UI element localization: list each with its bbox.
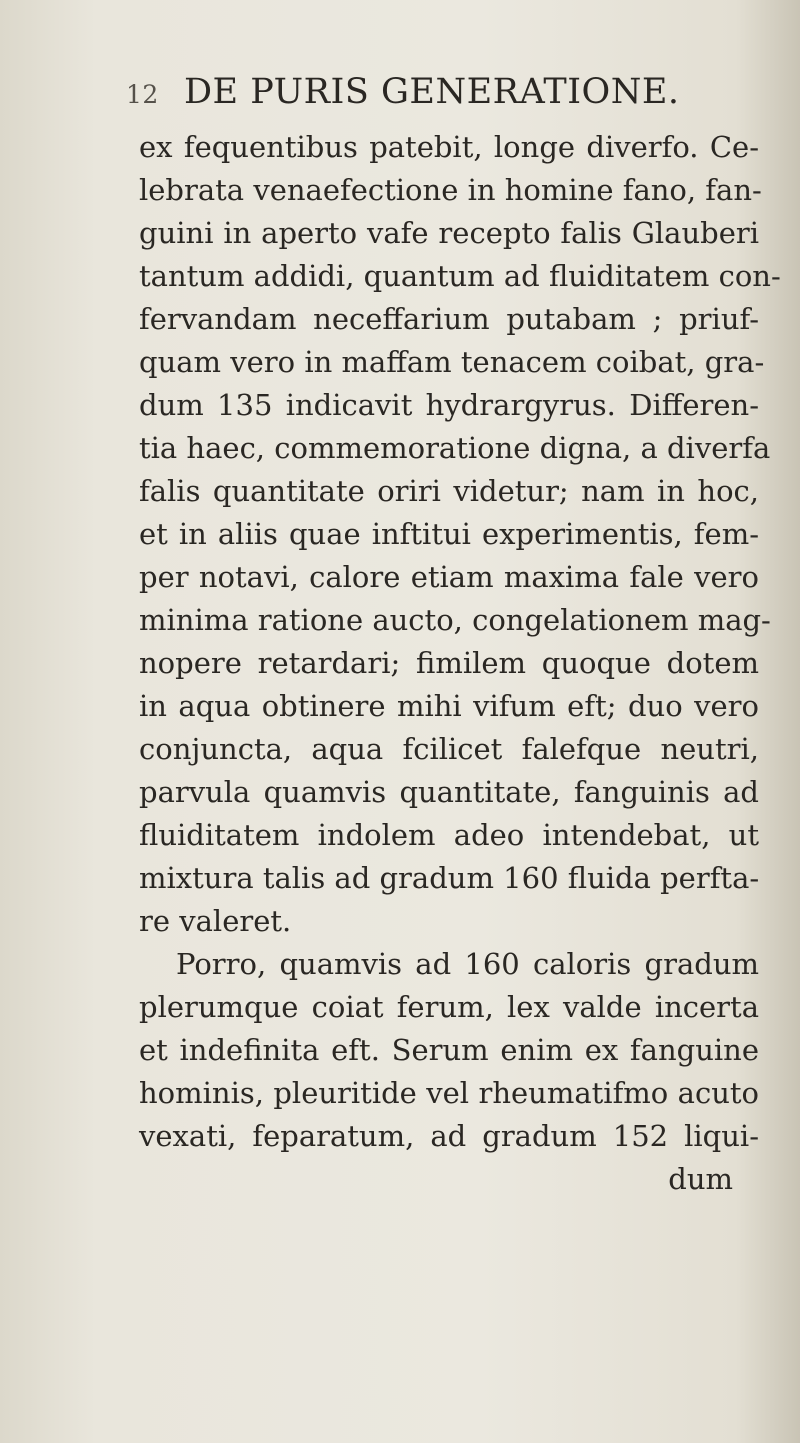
text-line: dum 135 indicavit hydrargyrus. Differen-	[139, 388, 759, 422]
text-line: falis quantitate oriri videtur; nam in hoc,	[139, 474, 759, 508]
page-number: 12	[126, 80, 159, 109]
text-line: mixtura talis ad gradum 160 fluida perfta-	[139, 861, 760, 895]
catchword: dum	[668, 1162, 733, 1196]
page-header	[126, 72, 746, 112]
body-text	[139, 126, 781, 1201]
text-line: et in aliis quae inftitui experimentis, fem-	[139, 517, 759, 551]
text-line: guini in aperto vafe recepto falis Glauberi	[139, 216, 759, 250]
text-line: conjuncta, aqua fcilicet falefque neutri,	[139, 732, 759, 766]
running-title: DE PURIS GENERATIONE.	[184, 72, 680, 112]
text-line: Porro, quamvis ad 160 caloris gradum	[176, 947, 759, 981]
text-line: fervandam neceffarium putabam ; priuf-	[139, 302, 759, 336]
text-line: parvula quamvis quantitate, fanguinis ad	[139, 775, 759, 809]
text-line: plerumque coiat ferum, lex valde incerta	[139, 990, 759, 1024]
text-line: per notavi, calore etiam maxima fale vero	[139, 560, 759, 594]
text-line: minima ratione aucto, congelationem mag-	[139, 603, 771, 637]
text-line: nopere retardari; fimilem quoque dotem	[139, 646, 759, 680]
text-line: quam vero in maffam tenacem coibat, gra-	[139, 345, 765, 379]
text-line: ex fequentibus patebit, longe diverfo. Ce-	[139, 130, 759, 164]
text-line: in aqua obtinere mihi vifum eft; duo vero	[139, 689, 759, 723]
text-line: tantum addidi, quantum ad fluiditatem con-	[139, 259, 781, 293]
text-line: fluiditatem indolem adeo intendebat, ut	[139, 818, 759, 852]
text-line: lebrata venaefectione in homine fano, fan-	[139, 173, 762, 207]
text-line: et indefinita eft. Serum enim ex fanguine	[139, 1033, 759, 1067]
text-line: re valeret.	[139, 904, 292, 938]
text-line: hominis, pleuritide vel rheumatifmo acuto	[139, 1076, 759, 1110]
text-line: tia haec, commemoratione digna, a diverfa	[139, 431, 771, 465]
text-line: vexati, feparatum, ad gradum 152 liqui-	[139, 1119, 759, 1153]
